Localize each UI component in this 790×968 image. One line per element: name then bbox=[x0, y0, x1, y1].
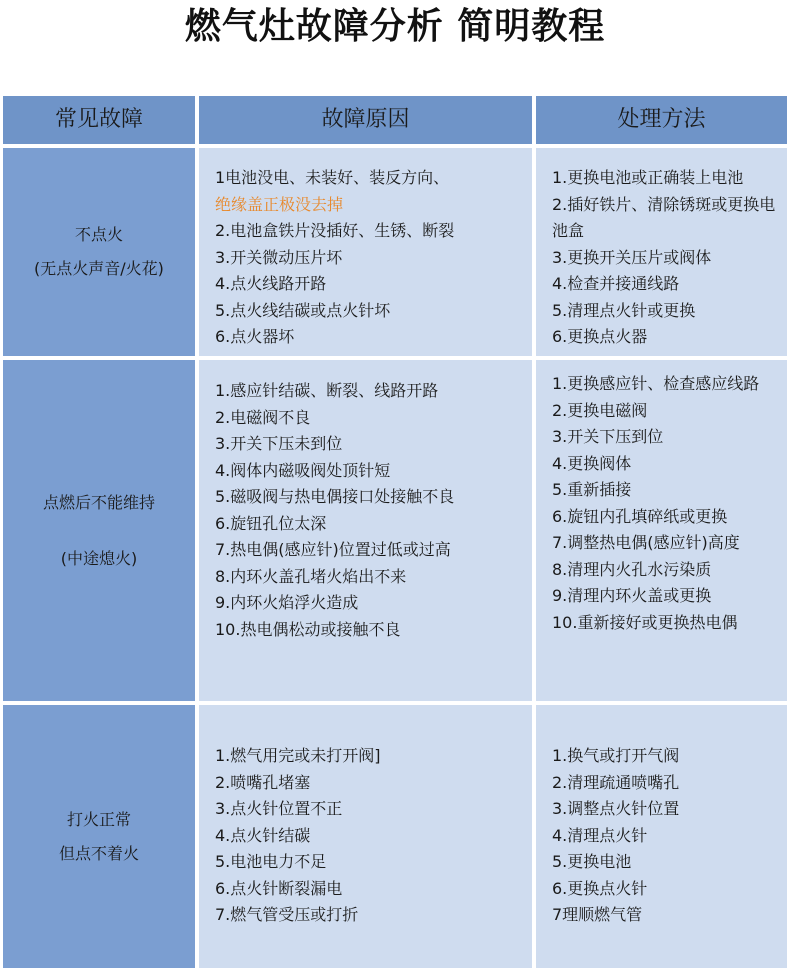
fault-note: (无点火声音/火花) bbox=[34, 259, 164, 278]
fix-line: 4.更换阀体 bbox=[552, 453, 632, 473]
page-title: 燃气灶故障分析 简明教程 bbox=[184, 6, 606, 47]
header-cause: 故障原因 bbox=[199, 96, 532, 144]
fix-line: 9.清理内环火盖或更换 bbox=[552, 586, 712, 605]
cause-line: 7.热电偶(感应针)位置过低或过高 bbox=[215, 540, 451, 559]
fix-line: 1.更换感应针、检查感应线路 bbox=[552, 374, 760, 393]
cause-line: 1电池没电、未装好、装反方向、 bbox=[215, 168, 450, 187]
cause-line: 2.电磁阀不良 bbox=[215, 407, 311, 427]
fix-cell bbox=[536, 148, 787, 356]
fix-line: 4.清理点火针 bbox=[552, 825, 648, 845]
cause-line: 1.燃气用完或未打开阀] bbox=[215, 746, 381, 765]
cause-line: 4.阀体内磁吸阀处顶针短 bbox=[215, 460, 391, 480]
cause-line: 2.喷嘴孔堵塞 bbox=[215, 772, 311, 792]
fix-line: 6.更换点火针 bbox=[552, 878, 648, 898]
fix-line: 6.旋钮内孔填碎纸或更换 bbox=[552, 506, 728, 526]
fault-note: (中途熄火) bbox=[60, 548, 138, 568]
fix-cell bbox=[536, 360, 787, 701]
cause-line: 10.热电偶松动或接触不良 bbox=[215, 619, 401, 639]
fix-line: 6.更换点火器 bbox=[552, 327, 648, 346]
cause-line: 5.电池电力不足 bbox=[215, 852, 327, 871]
cause-line: 6.点火器坏 bbox=[215, 327, 295, 346]
fault-name: 不点火 bbox=[74, 225, 123, 244]
cause-line: 8.内环火盖孔堵火焰出不来 bbox=[215, 566, 407, 586]
fix-line: 7.调整热电偶(感应针)高度 bbox=[552, 533, 740, 552]
fix-line: 5.清理点火针或更换 bbox=[552, 300, 696, 320]
cause-line: 6.旋钮孔位太深 bbox=[215, 513, 327, 533]
cause-cell bbox=[199, 705, 532, 968]
cause-line: 3.开关下压未到位 bbox=[215, 434, 343, 453]
fix-line: 10.重新接好或更换热电偶 bbox=[552, 612, 738, 632]
fix-cell bbox=[536, 705, 787, 968]
cause-line-highlight: 绝缘盖正极没去掉 bbox=[215, 194, 344, 214]
fix-line: 2.清理疏通喷嘴孔 bbox=[552, 772, 680, 792]
fault-cell bbox=[3, 360, 195, 701]
fix-line: 5.更换电池 bbox=[552, 852, 632, 871]
cause-cell bbox=[199, 148, 532, 356]
fix-line: 7理顺燃气管 bbox=[552, 905, 643, 924]
fix-line: 1.更换电池或正确装上电池 bbox=[552, 168, 744, 187]
header-fault: 常见故障 bbox=[3, 96, 195, 144]
cause-line: 4.点火针结碳 bbox=[215, 825, 311, 845]
fault-note: 但点不着火 bbox=[58, 843, 139, 863]
fix-line: 5.重新插接 bbox=[552, 480, 632, 499]
fix-line: 3.更换开关压片或阀体 bbox=[552, 247, 712, 267]
header-fix: 处理方法 bbox=[536, 96, 787, 144]
cause-line: 3.开关微动压片坏 bbox=[215, 247, 343, 267]
cause-line: 3.点火针位置不正 bbox=[215, 799, 343, 818]
fault-cell bbox=[3, 148, 195, 356]
cause-line: 9.内环火焰浮火造成 bbox=[215, 593, 359, 612]
fix-line: 4.检查并接通线路 bbox=[552, 274, 680, 293]
cause-cell bbox=[199, 360, 532, 701]
fault-cell bbox=[3, 705, 195, 968]
cause-line: 1.感应针结碳、断裂、线路开路 bbox=[215, 381, 439, 400]
fix-line: 3.开关下压到位 bbox=[552, 427, 664, 446]
cause-line: 7.燃气管受压或打折 bbox=[215, 905, 359, 924]
fix-line: 2.更换电磁阀 bbox=[552, 400, 648, 420]
fault-table bbox=[0, 96, 790, 968]
fix-line: 3.调整点火针位置 bbox=[552, 799, 680, 818]
fix-line: 2.插好铁片、清除锈斑或更换电池盒 bbox=[552, 194, 776, 240]
cause-line: 2.电池盒铁片没插好、生锈、断裂 bbox=[215, 221, 455, 240]
cause-line: 5.磁吸阀与热电偶接口处接触不良 bbox=[215, 487, 455, 506]
fault-name: 点燃后不能维持 bbox=[42, 492, 155, 512]
cause-line: 6.点火针断裂漏电 bbox=[215, 878, 343, 898]
fix-line: 1.换气或打开气阀 bbox=[552, 746, 680, 765]
cause-line: 5.点火线结碳或点火针坏 bbox=[215, 300, 391, 320]
fix-line: 8.清理内火孔水污染质 bbox=[552, 559, 712, 579]
cause-line: 4.点火线路开路 bbox=[215, 274, 327, 293]
fault-name: 打火正常 bbox=[66, 809, 131, 829]
